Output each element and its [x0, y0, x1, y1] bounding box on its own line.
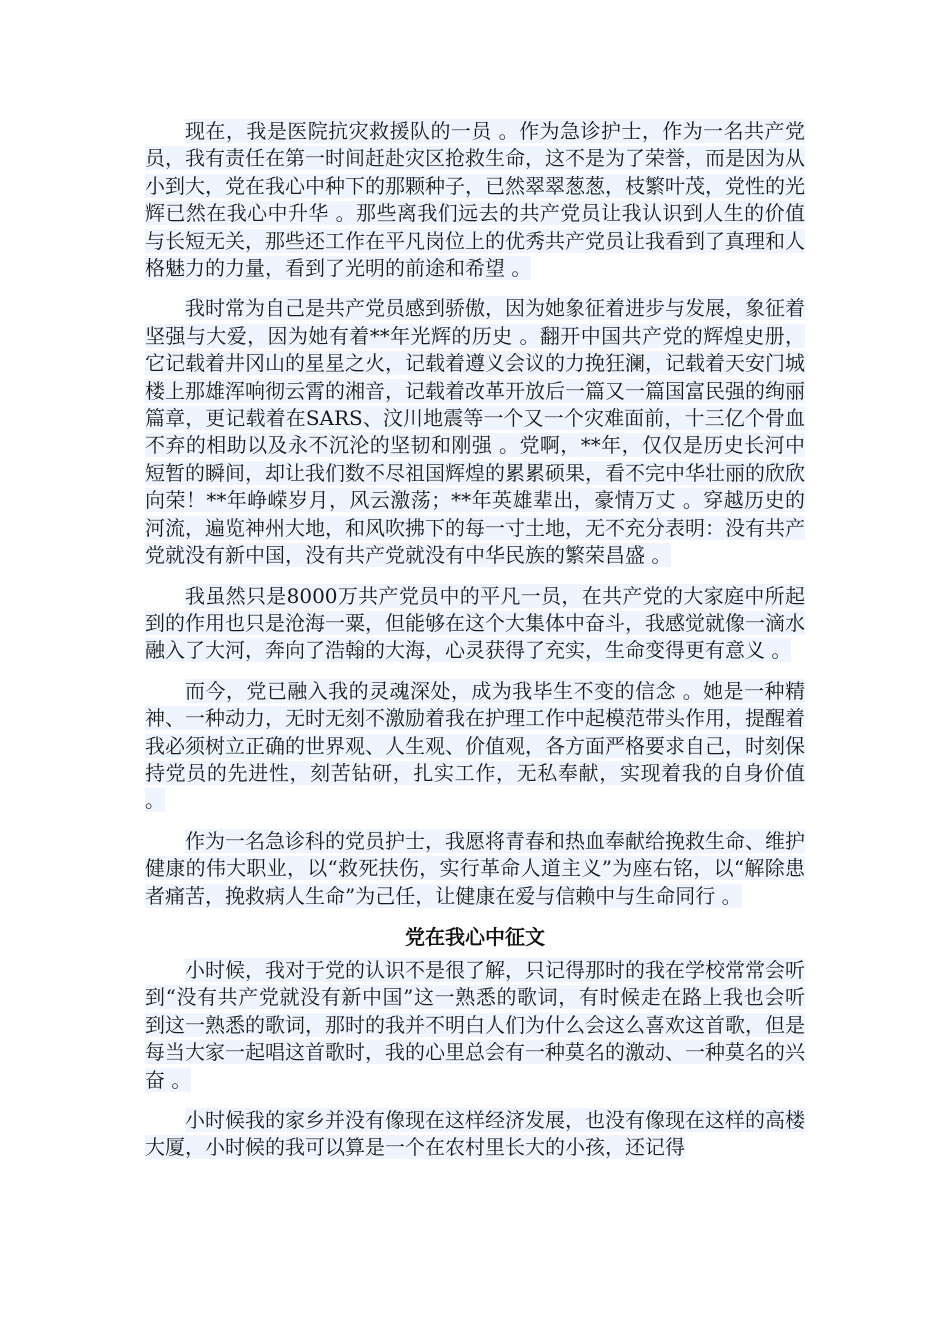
paragraph-text: 作为一名急诊科的党员护士，我愿将青春和热血奉献给挽救生命、维护健康的伟大职业，以“救死扶伤，实行革命人道主义”为座右铭，以“解除患者痛苦，挽救病人生命”为己任，让健康在爱与信赖中与生命同行 。 — [145, 828, 805, 908]
paragraph-4 — [145, 678, 805, 815]
section-title: 党在我心中征文 — [405, 924, 545, 949]
paragraph-text: 小时候我的家乡并没有像现在这样经济发展，也没有像现在这样的高楼大厦，小时候的我可以算是一个在农村里长大的小孩，还记得 — [145, 1108, 805, 1160]
paragraph-6 — [145, 957, 805, 1094]
paragraph-text: 小时候，我对于党的认识不是很了解，只记得那时的我在学校常常会听到“没有共产党就没有新中国”这一熟悉的歌词，有时候走在路上我也会听到这一熟悉的歌词，那时的我并不明白人们为什么会这么喜欢这首歌，但是每当大家一起唱这首歌时，我的心里总会有一种莫名的激动、一种莫名的兴奋 。 — [145, 957, 805, 1092]
paragraph-text: 而今，党已融入我的灵魂深处，成为我毕生不变的信念 。她是一种精神、一种动力，无时无刻不激励着我在护理工作中起模范带头作用，提醒着我必须树立正确的世界观、人生观、价值观，各方面严格要求自己，时刻保持党员的先进性，刻苦钻研，扎实工作，无私奉献，实现着我的自身价值 。 — [145, 678, 805, 813]
paragraph-text: 现在，我是医院抗灾救援队的一员 。作为急诊护士，作为一名共产党员，我有责任在第一时间赶赴灾区抢救生命，这不是为了荣誉，而是因为从小到大，党在我心中种下的那颗种子，已然翠翠葱葱，枝繁叶茂，党性的光辉已然在我心中升华 。那些离我们远去的共产党员让我认识到人生的价值与长短无关，那些还工作在平凡岗位上的优秀共产党员让我看到了真理和人格魅力的力量，看到了光明的前途和希望 。 — [145, 119, 805, 281]
paragraph-7 — [145, 1107, 805, 1162]
paragraph-2 — [145, 295, 805, 569]
document-page — [145, 118, 805, 1175]
paragraph-text: 我虽然只是8000万共产党员中的平凡一员，在共产党的大家庭中所起到的作用也只是沧海一粟，但能够在这个大集体中奋斗，我感觉就像一滴水融入了大河，奔向了浩翰的大海，心灵获得了充实，生命变得更有意义 。 — [145, 583, 805, 663]
paragraph-3 — [145, 583, 805, 665]
paragraph-1 — [145, 118, 805, 282]
paragraph-text: 我时常为自己是共产党员感到骄傲，因为她象征着进步与发展，象征着坚强与大爱，因为她有着**年光辉的历史 。翻开中国共产党的辉煌史册，它记载着井冈山的星星之火，记载着遵义会议的力挽狂澜，记载着天安门城楼上那雄浑响彻云霄的湘音，记载着改革开放后一篇又一篇国富民强的绚丽篇章，更记载着在SARS、汶川地震等一个又一个灾难面前，十三亿个骨血不弃的相助以及永不沉沦的坚韧和刚强 。党啊，**年，仅仅是历史长河中短暂的瞬间，却让我们数不尽祖国辉煌的累累硕果，看不完中华壮丽的欣欣向荣！**年峥嵘岁月，风云激荡；**年英雄辈出，豪情万丈 。穿越历史的河流，遍览神州大地，和风吹拂下的每一寸土地，无不充分表明：没有共产党就没有新中国，没有共产党就没有中华民族的繁荣昌盛 。 — [145, 296, 805, 568]
paragraph-5 — [145, 828, 805, 910]
